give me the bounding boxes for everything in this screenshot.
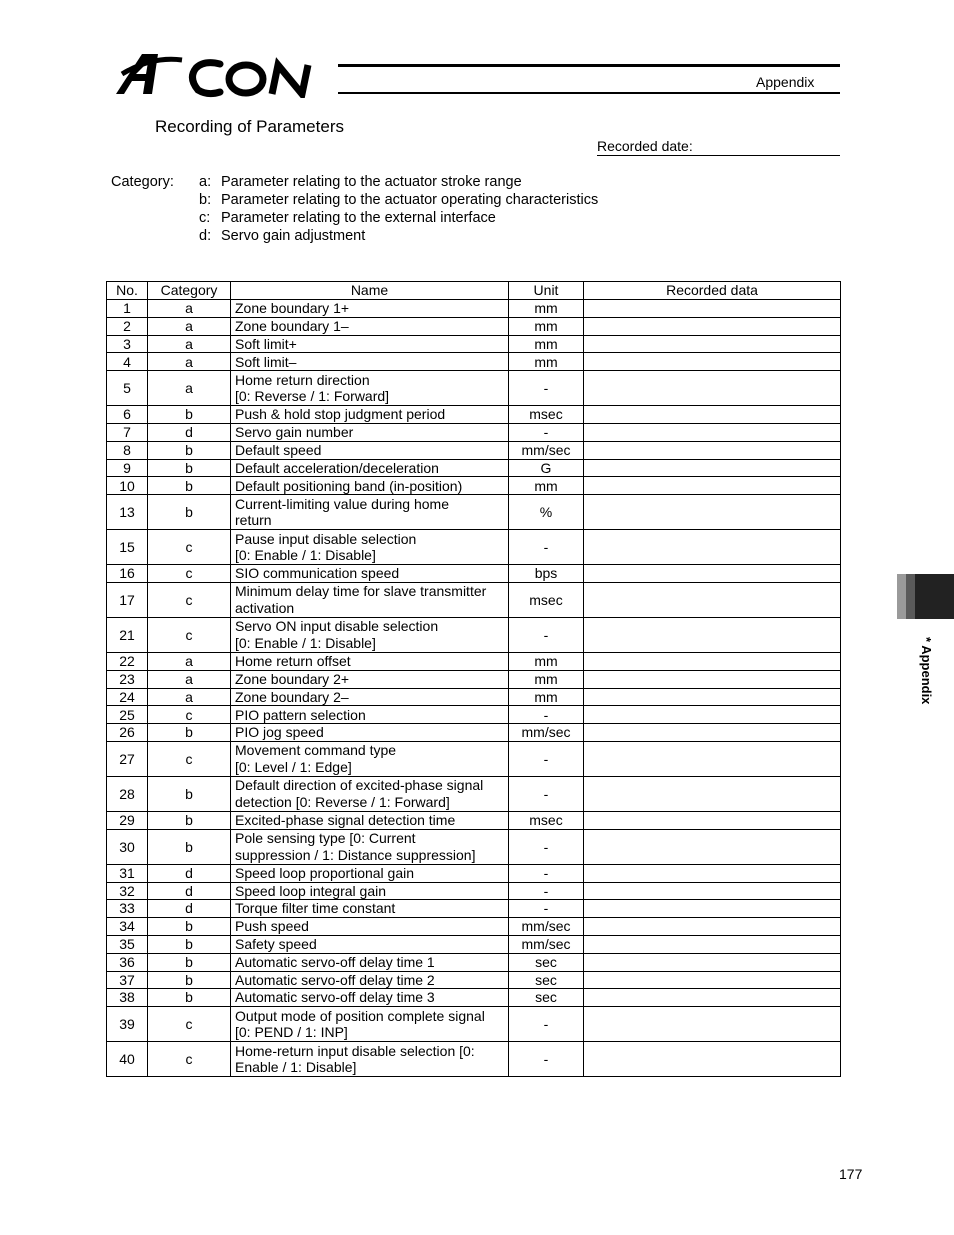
param-category: c	[148, 530, 231, 565]
param-no: 24	[107, 688, 148, 706]
param-unit: -	[509, 706, 584, 724]
param-category: b	[148, 811, 231, 829]
param-name: Soft limit+	[231, 335, 509, 353]
page-number: 177	[839, 1166, 863, 1182]
param-unit: sec	[509, 953, 584, 971]
param-unit: sec	[509, 989, 584, 1007]
param-unit: msec	[509, 811, 584, 829]
table-row	[107, 652, 841, 670]
category-key: a:	[199, 174, 212, 190]
param-no: 5	[107, 371, 148, 406]
param-name: Default positioning band (in-position)	[231, 477, 509, 495]
param-unit: mm/sec	[509, 441, 584, 459]
table-row	[107, 530, 841, 565]
param-unit: mm	[509, 652, 584, 670]
param-name: Movement command type [0: Level / 1: Edge]	[231, 741, 509, 776]
param-name: Zone boundary 2+	[231, 670, 509, 688]
table-row	[107, 582, 841, 617]
table-row	[107, 864, 841, 882]
param-category: a	[148, 652, 231, 670]
param-no: 25	[107, 706, 148, 724]
header-rule-bottom	[338, 92, 840, 94]
category-key: d:	[199, 228, 212, 244]
header-rule-top	[338, 64, 840, 67]
category-text: Parameter relating to the actuator stroke range	[221, 174, 522, 190]
param-recorded-data[interactable]	[584, 882, 841, 900]
table-row	[107, 918, 841, 936]
param-category: d	[148, 423, 231, 441]
param-category: a	[148, 317, 231, 335]
tab-stripe-mid	[906, 574, 915, 619]
param-no: 40	[107, 1042, 148, 1077]
param-recorded-data[interactable]	[584, 1042, 841, 1077]
param-category: b	[148, 724, 231, 742]
param-no: 27	[107, 741, 148, 776]
param-no: 30	[107, 829, 148, 864]
tab-stripe-dark	[915, 574, 954, 619]
param-name: Push speed	[231, 918, 509, 936]
param-category: b	[148, 406, 231, 424]
param-category: b	[148, 953, 231, 971]
table-row	[107, 670, 841, 688]
table-row	[107, 811, 841, 829]
param-unit: -	[509, 1007, 584, 1042]
param-no: 36	[107, 953, 148, 971]
param-no: 22	[107, 652, 148, 670]
param-unit: -	[509, 1042, 584, 1077]
chapter-tab	[897, 574, 954, 619]
param-name: Default direction of excited-phase signal detection [0: Reverse / 1: Forward]	[231, 776, 509, 811]
category-item-a	[199, 173, 598, 191]
param-category: c	[148, 1007, 231, 1042]
table-row	[107, 335, 841, 353]
param-unit: -	[509, 864, 584, 882]
param-unit: -	[509, 900, 584, 918]
param-category: b	[148, 776, 231, 811]
param-recorded-data[interactable]	[584, 864, 841, 882]
table-row	[107, 741, 841, 776]
param-unit: -	[509, 882, 584, 900]
param-category: b	[148, 495, 231, 530]
recorded-date-field: Recorded date:	[597, 138, 840, 156]
category-heading: Category:	[111, 174, 174, 190]
acon-logo	[112, 48, 342, 98]
table-row	[107, 724, 841, 742]
table-row	[107, 1042, 841, 1077]
param-unit: mm	[509, 477, 584, 495]
param-name: Home-return input disable selection [0: Enable / 1: Disable]	[231, 1042, 509, 1077]
table-row	[107, 706, 841, 724]
param-recorded-data[interactable]	[584, 423, 841, 441]
param-recorded-data[interactable]	[584, 918, 841, 936]
header-unit: Unit	[509, 282, 584, 300]
param-no: 35	[107, 935, 148, 953]
param-name: Speed loop proportional gain	[231, 864, 509, 882]
param-unit: -	[509, 371, 584, 406]
category-item-b	[199, 191, 598, 209]
param-unit: mm/sec	[509, 724, 584, 742]
param-no: 38	[107, 989, 148, 1007]
category-list	[199, 173, 598, 245]
param-recorded-data[interactable]	[584, 688, 841, 706]
param-recorded-data[interactable]	[584, 459, 841, 477]
param-recorded-data[interactable]	[584, 971, 841, 989]
param-category: b	[148, 918, 231, 936]
param-unit: -	[509, 776, 584, 811]
param-recorded-data[interactable]	[584, 935, 841, 953]
table-row	[107, 776, 841, 811]
param-unit: mm	[509, 688, 584, 706]
param-no: 28	[107, 776, 148, 811]
param-recorded-data[interactable]	[584, 900, 841, 918]
tab-stripe-light	[897, 574, 906, 619]
param-unit: G	[509, 459, 584, 477]
param-name: Torque filter time constant	[231, 900, 509, 918]
param-name: Automatic servo-off delay time 2	[231, 971, 509, 989]
param-recorded-data[interactable]	[584, 317, 841, 335]
param-unit: msec	[509, 582, 584, 617]
param-name: Safety speed	[231, 935, 509, 953]
param-recorded-data[interactable]	[584, 811, 841, 829]
param-name: Automatic servo-off delay time 1	[231, 953, 509, 971]
param-name: Zone boundary 1+	[231, 300, 509, 318]
param-recorded-data[interactable]	[584, 335, 841, 353]
param-name: Servo ON input disable selection [0: Enable / 1: Disable]	[231, 617, 509, 652]
param-recorded-data[interactable]	[584, 617, 841, 652]
param-name: Push & hold stop judgment period	[231, 406, 509, 424]
param-recorded-data[interactable]	[584, 300, 841, 318]
header-category: Category	[148, 282, 231, 300]
param-no: 21	[107, 617, 148, 652]
param-no: 26	[107, 724, 148, 742]
table-row	[107, 371, 841, 406]
table-row	[107, 688, 841, 706]
param-category: b	[148, 829, 231, 864]
param-category: c	[148, 582, 231, 617]
param-category: a	[148, 688, 231, 706]
param-name: Speed loop integral gain	[231, 882, 509, 900]
table-row	[107, 423, 841, 441]
param-recorded-data[interactable]	[584, 582, 841, 617]
param-category: b	[148, 441, 231, 459]
param-name: Zone boundary 1–	[231, 317, 509, 335]
param-unit: -	[509, 617, 584, 652]
param-category: b	[148, 477, 231, 495]
param-no: 2	[107, 317, 148, 335]
param-name: Excited-phase signal detection time	[231, 811, 509, 829]
param-no: 32	[107, 882, 148, 900]
param-recorded-data[interactable]	[584, 530, 841, 565]
table-row	[107, 317, 841, 335]
category-text: Servo gain adjustment	[221, 228, 366, 244]
param-category: c	[148, 706, 231, 724]
category-key: b:	[199, 192, 212, 208]
param-no: 16	[107, 565, 148, 583]
param-name: Home return direction [0: Reverse / 1: Forward]	[231, 371, 509, 406]
param-unit: mm/sec	[509, 918, 584, 936]
param-category: c	[148, 741, 231, 776]
table-row	[107, 1007, 841, 1042]
param-unit: msec	[509, 406, 584, 424]
category-key: c:	[199, 210, 211, 226]
param-recorded-data[interactable]	[584, 477, 841, 495]
param-name: Pole sensing type [0: Current suppression / 1: Distance suppression]	[231, 829, 509, 864]
param-recorded-data[interactable]	[584, 441, 841, 459]
param-unit: -	[509, 741, 584, 776]
side-tab-label: * Appendix	[919, 637, 934, 705]
param-no: 34	[107, 918, 148, 936]
param-recorded-data[interactable]	[584, 495, 841, 530]
param-name: Home return offset	[231, 652, 509, 670]
param-name: Automatic servo-off delay time 3	[231, 989, 509, 1007]
param-category: a	[148, 300, 231, 318]
table-row	[107, 459, 841, 477]
param-recorded-data[interactable]	[584, 953, 841, 971]
param-category: c	[148, 1042, 231, 1077]
param-recorded-data[interactable]	[584, 565, 841, 583]
param-name: Default speed	[231, 441, 509, 459]
param-recorded-data[interactable]	[584, 776, 841, 811]
param-unit: mm	[509, 300, 584, 318]
header-recorded-data: Recorded data	[584, 282, 841, 300]
table-row	[107, 935, 841, 953]
page-title: Recording of Parameters	[155, 117, 344, 136]
table-row	[107, 971, 841, 989]
param-recorded-data[interactable]	[584, 741, 841, 776]
table-row	[107, 953, 841, 971]
category-item-c	[199, 209, 598, 227]
param-recorded-data[interactable]	[584, 371, 841, 406]
table-row	[107, 882, 841, 900]
table-row	[107, 300, 841, 318]
param-no: 37	[107, 971, 148, 989]
parameter-table	[106, 281, 841, 1077]
param-no: 10	[107, 477, 148, 495]
param-category: d	[148, 864, 231, 882]
param-unit: %	[509, 495, 584, 530]
param-unit: mm	[509, 335, 584, 353]
param-no: 29	[107, 811, 148, 829]
table-row	[107, 565, 841, 583]
param-unit: mm	[509, 670, 584, 688]
table-row	[107, 900, 841, 918]
param-no: 7	[107, 423, 148, 441]
table-row	[107, 441, 841, 459]
param-recorded-data[interactable]	[584, 406, 841, 424]
param-recorded-data[interactable]	[584, 989, 841, 1007]
param-category: b	[148, 989, 231, 1007]
param-unit: sec	[509, 971, 584, 989]
table-header-row	[107, 282, 841, 300]
category-item-d	[199, 227, 598, 245]
param-category: c	[148, 565, 231, 583]
param-no: 3	[107, 335, 148, 353]
param-category: a	[148, 353, 231, 371]
param-unit: mm	[509, 317, 584, 335]
param-name: PIO pattern selection	[231, 706, 509, 724]
param-unit: -	[509, 829, 584, 864]
param-recorded-data[interactable]	[584, 652, 841, 670]
param-no: 31	[107, 864, 148, 882]
header-no: No.	[107, 282, 148, 300]
param-no: 1	[107, 300, 148, 318]
param-no: 4	[107, 353, 148, 371]
param-name: Current-limiting value during home return	[231, 495, 509, 530]
param-name: SIO communication speed	[231, 565, 509, 583]
param-no: 8	[107, 441, 148, 459]
table-row	[107, 406, 841, 424]
section-label: Appendix	[756, 74, 815, 90]
param-no: 15	[107, 530, 148, 565]
param-unit: -	[509, 530, 584, 565]
param-category: a	[148, 670, 231, 688]
category-text: Parameter relating to the external interface	[221, 210, 496, 226]
table-row	[107, 617, 841, 652]
param-category: a	[148, 371, 231, 406]
table-row	[107, 989, 841, 1007]
table-row	[107, 477, 841, 495]
param-name: Minimum delay time for slave transmitter activation	[231, 582, 509, 617]
param-category: b	[148, 935, 231, 953]
category-text: Parameter relating to the actuator operating characteristics	[221, 192, 599, 208]
param-name: Servo gain number	[231, 423, 509, 441]
param-name: Zone boundary 2–	[231, 688, 509, 706]
param-name: Output mode of position complete signal [0: PEND / 1: INP]	[231, 1007, 509, 1042]
table-row	[107, 495, 841, 530]
table-row	[107, 829, 841, 864]
param-recorded-data[interactable]	[584, 724, 841, 742]
param-category: b	[148, 459, 231, 477]
param-name: Default acceleration/deceleration	[231, 459, 509, 477]
param-recorded-data[interactable]	[584, 353, 841, 371]
param-no: 6	[107, 406, 148, 424]
param-recorded-data[interactable]	[584, 670, 841, 688]
param-no: 17	[107, 582, 148, 617]
param-unit: bps	[509, 565, 584, 583]
header-name: Name	[231, 282, 509, 300]
param-unit: mm/sec	[509, 935, 584, 953]
param-recorded-data[interactable]	[584, 1007, 841, 1042]
param-category: d	[148, 882, 231, 900]
param-unit: -	[509, 423, 584, 441]
param-category: b	[148, 971, 231, 989]
table-row	[107, 353, 841, 371]
param-no: 9	[107, 459, 148, 477]
param-unit: mm	[509, 353, 584, 371]
param-recorded-data[interactable]	[584, 706, 841, 724]
param-recorded-data[interactable]	[584, 829, 841, 864]
param-no: 23	[107, 670, 148, 688]
param-name: PIO jog speed	[231, 724, 509, 742]
param-no: 13	[107, 495, 148, 530]
param-category: a	[148, 335, 231, 353]
param-category: d	[148, 900, 231, 918]
param-name: Pause input disable selection [0: Enable / 1: Disable]	[231, 530, 509, 565]
param-category: c	[148, 617, 231, 652]
param-name: Soft limit–	[231, 353, 509, 371]
param-no: 39	[107, 1007, 148, 1042]
param-no: 33	[107, 900, 148, 918]
